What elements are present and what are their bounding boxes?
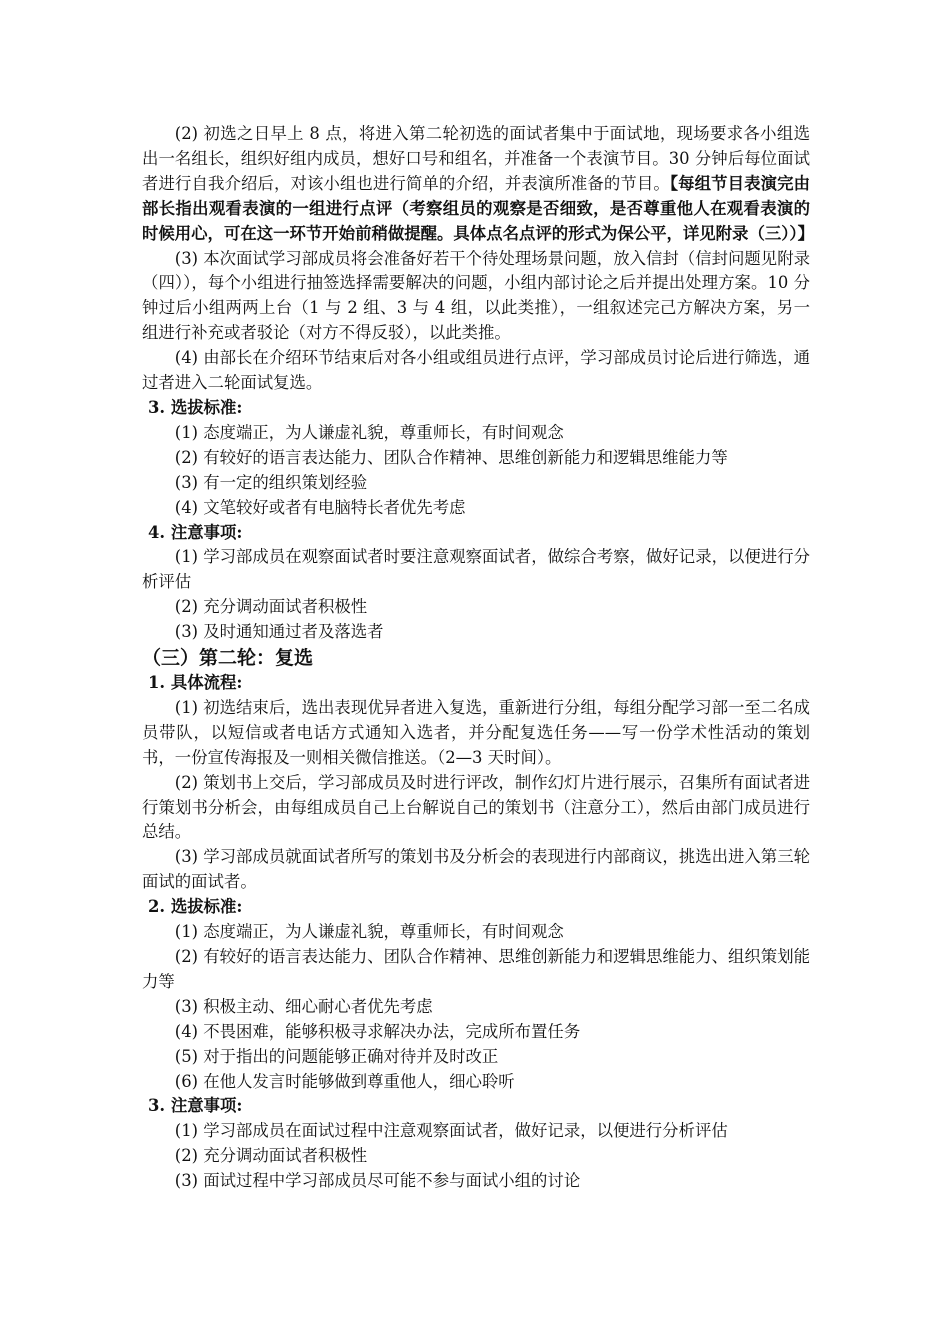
round2-process-heading: 1. 具体流程: [148, 673, 243, 693]
round2-notes-item: (3) 面试过程中学习部成员尽可能不参与面试小组的讨论 [174, 1171, 581, 1191]
round1-criteria-heading: 3. 选拔标准: [148, 397, 243, 417]
round2-process-item: (2) 策划书上交后，学习部成员及时进行评改，制作幻灯片进行展示，召集所有面试者进行策划书分析会，由每组成员自己上台解说自己的策划书（注意分工），然后由部门成员进行总结。 [142, 772, 810, 842]
round2-notes-item: (2) 充分调动面试者积极性 [174, 1146, 368, 1166]
round1-criteria-item: (3) 有一定的组织策划经验 [174, 472, 368, 492]
round1-criteria-item: (2) 有较好的语言表达能力、团队合作精神、思维创新能力和逻辑思维能力等 [174, 447, 728, 467]
round1-notes-heading: 4. 注意事项: [148, 522, 243, 542]
round2-section-title: （三）第二轮：复选 [142, 647, 314, 670]
round1-notes-item: (1) 学习部成员在观察面试者时要注意观察面试者，做综合考察，做好记录，以便进行分析评估 [142, 547, 810, 592]
round2-notes-item: (1) 学习部成员在面试过程中注意观察面试者，做好记录，以便进行分析评估 [174, 1121, 728, 1141]
round2-notes-heading: 3. 注意事项: [148, 1096, 243, 1116]
round2-criteria-item: (4) 不畏困难，能够积极寻求解决办法，完成所布置任务 [174, 1021, 581, 1041]
round2-criteria-item: (1) 态度端正，为人谦虚礼貌，尊重师长，有时间观念 [174, 922, 564, 942]
round1-criteria-item: (1) 态度端正，为人谦虚礼貌，尊重师长，有时间观念 [174, 422, 564, 442]
round1-notes-item: (3) 及时通知通过者及落选者 [174, 622, 384, 642]
round2-criteria-heading: 2. 选拔标准: [148, 897, 243, 917]
document-page [142, 122, 815, 1194]
round2-criteria-item: (6) 在他人发言时能够做到尊重他人，细心聆听 [174, 1071, 515, 1091]
round1-item-2-bold-note: 【每组节目表演完由部长指出观看表演的一组进行点评（考察组员的观察是否细致，是否尊重他人在观看表演的时候用心，可在这一环节开始前稍做提醒。具体点名点评的形式为保公平，详见附录（三））】 [142, 173, 815, 243]
round2-process-item: (3) 学习部成员就面试者所写的策划书及分析会的表现进行内部商议，挑选出进入第三轮面试的面试者。 [142, 847, 810, 892]
round1-item-3: (3) 本次面试学习部成员将会准备好若干个待处理场景问题，放入信封（信封问题见附录（四）），每个小组进行抽签选择需要解决的问题，小组内部讨论之后并提出处理方案。10 分钟过后小组两两上台（1 与 2 组、3 与 4 组，以此类推），一组叙述完己方解决方案，另一组进行补充或者驳论（对方不得反驳），以此类推。 [142, 248, 810, 343]
round2-criteria-item: (5) 对于指出的问题能够正确对待并及时改正 [174, 1046, 499, 1066]
round1-item-2-text: (2) 初选之日早上 8 点，将进入第二轮初选的面试者集中于面试地，现场要求各小组选出一名组长，组织好组内成员，想好口号和组名，并准备一个表演节目。30 分钟后每位面试者进行自我介绍后，对该小组也进行简单的介绍，并表演所准备的节目。 [142, 124, 810, 193]
round1-notes-item: (2) 充分调动面试者积极性 [174, 597, 368, 617]
round2-process-item: (1) 初选结束后，选出表现优异者进入复选，重新进行分组，每组分配学习部一至二名成员带队，以短信或者电话方式通知入选者，并分配复选任务——写一份学术性活动的策划书，一份宣传海报及一则相关微信推送。（2—3 天时间）。 [142, 697, 810, 767]
round2-criteria-item: (3) 积极主动、细心耐心者优先考虑 [174, 996, 433, 1016]
round2-criteria-item: (2) 有较好的语言表达能力、团队合作精神、思维创新能力和逻辑思维能力、组织策划能力等 [142, 947, 810, 991]
round1-item-4: (4) 由部长在介绍环节结束后对各小组或组员进行点评，学习部成员讨论后进行筛选，通过者进入二轮面试复选。 [142, 348, 810, 393]
round1-item-2 [142, 122, 815, 247]
round1-criteria-item: (4) 文笔较好或者有电脑特长者优先考虑 [174, 497, 466, 517]
